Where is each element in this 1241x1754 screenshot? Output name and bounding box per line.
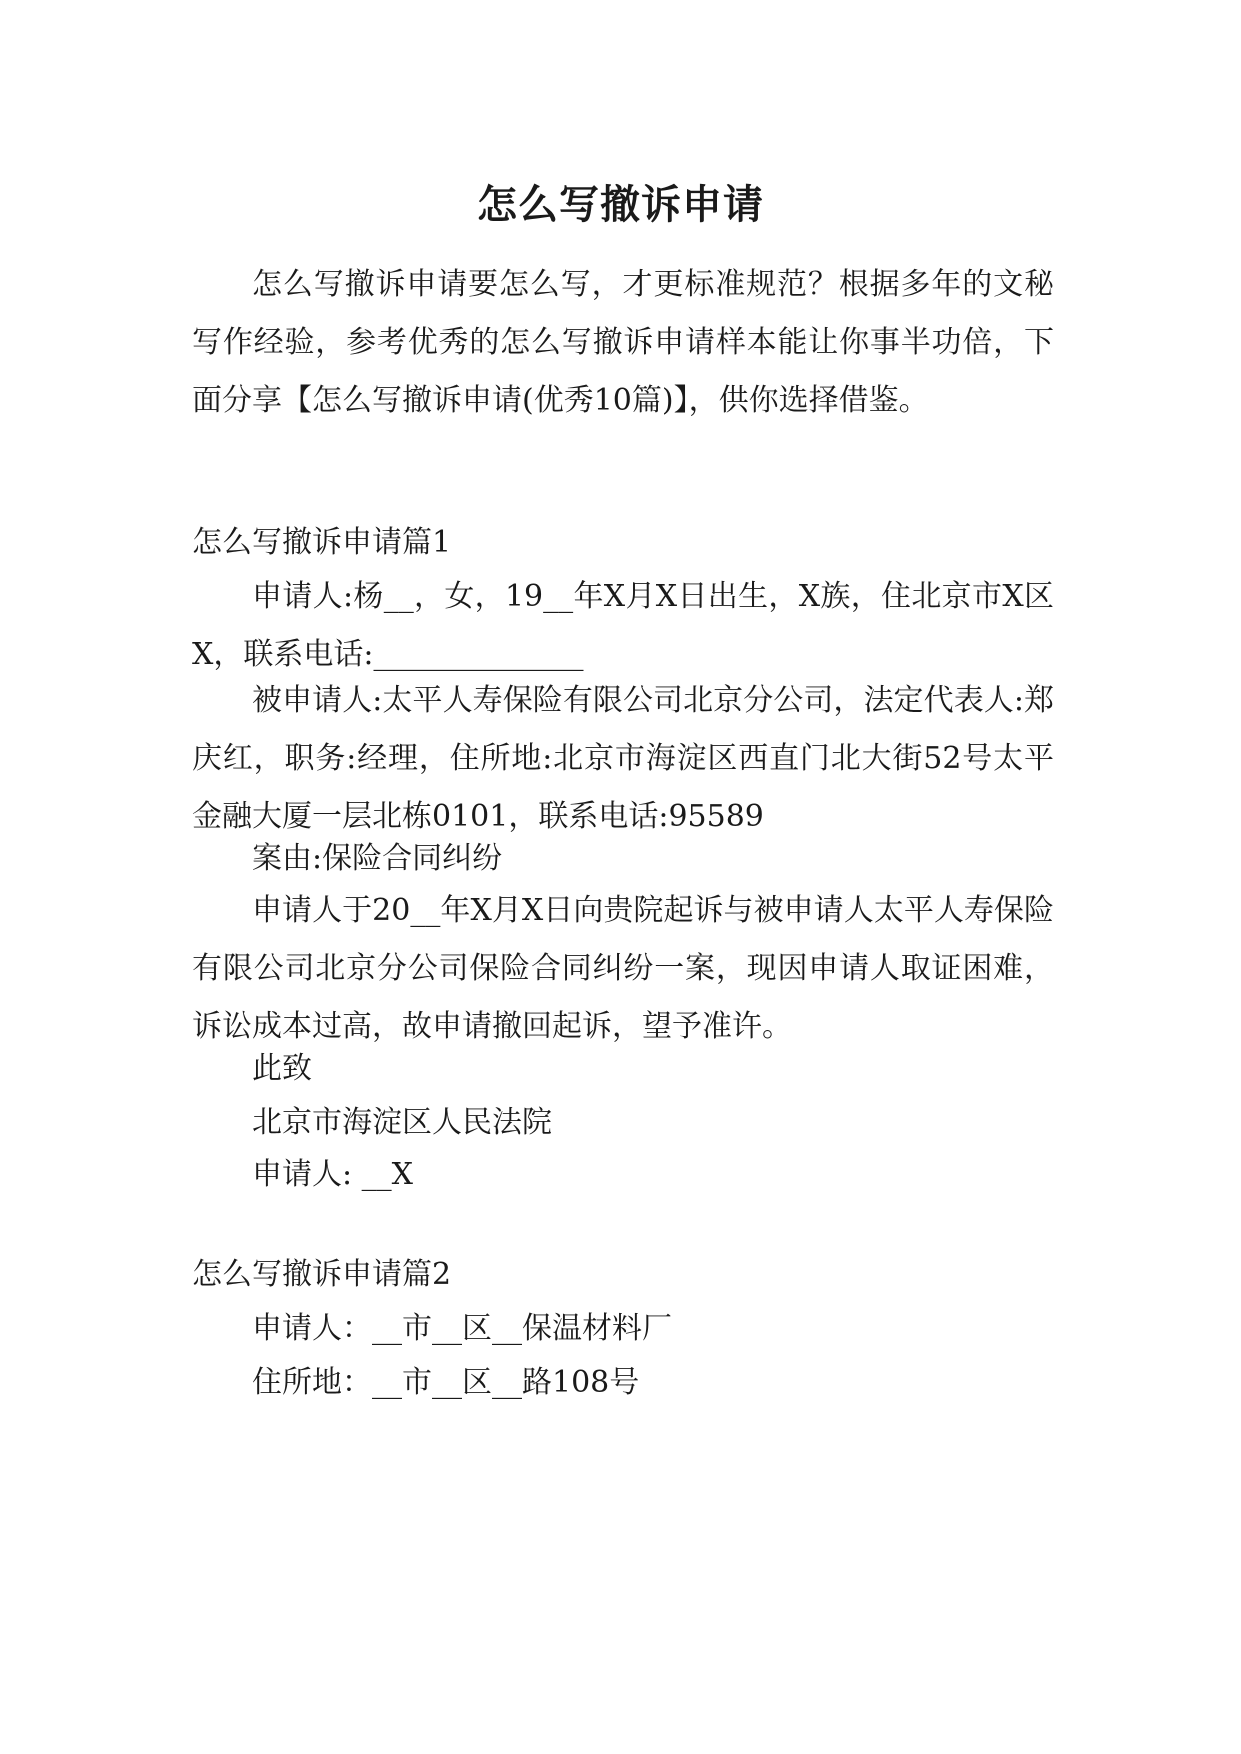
applicant-paragraph-1: 申请人:杨__，女，19__年X月X日出生，X族，住北京市X区X，联系电话:______________: [192, 579, 1054, 672]
cause-line-1: 案由:保险合同纠纷: [252, 841, 503, 876]
section-heading-1: 怎么写撤诉申请篇1: [192, 525, 452, 560]
salutation-line-1: 此致: [252, 1051, 312, 1086]
intro-paragraph: 怎么写撤诉申请要怎么写，才更标准规范？根据多年的文秘写作经验，参考优秀的怎么写撤诉申请样本能让你事半功倍，下面分享【怎么写撤诉申请(优秀10篇)】，供你选择借鉴。: [192, 267, 1054, 418]
court-line-1: 北京市海淀区人民法院: [252, 1105, 552, 1140]
body-paragraph-1: 申请人于20__年X月X日向贵院起诉与被申请人太平人寿保险有限公司北京分公司保险合同纠纷一案，现因申请人取证困难，诉讼成本过高，故申请撤回起诉，望予准许。: [192, 893, 1054, 1044]
address-line-2: 住所地：__市__区__路108号: [252, 1365, 640, 1400]
respondent-paragraph-1: 被申请人:太平人寿保险有限公司北京分公司，法定代表人:郑庆红，职务:经理，住所地:北京市海淀区西直门北大街52号太平金融大厦一层北栋0101，联系电话:95589: [192, 683, 1054, 834]
signature-line-1: 申请人: __X: [252, 1157, 414, 1192]
applicant-line-2: 申请人：__市__区__保温材料厂: [252, 1311, 672, 1346]
section-heading-2: 怎么写撤诉申请篇2: [192, 1257, 452, 1292]
document-title: 怎么写撤诉申请: [477, 180, 764, 228]
